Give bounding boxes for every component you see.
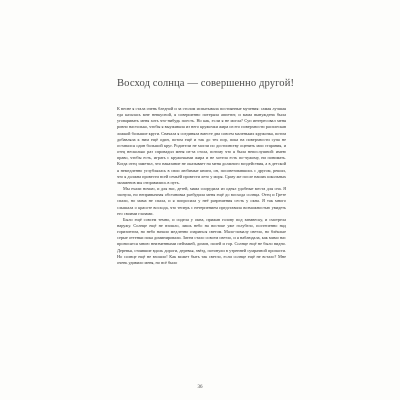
chapter-title: Восход солнца — совершенно другой! (117, 78, 295, 89)
paragraph: Было ещё совсем темно, и сидела у окна, прижав голову под занавеску, и смотрела наружу. Солнце ещё не взошло, лишь небо на востоке уже голубело, постепенно над горизонтом, но небо начало медленно озаряться светом. Мало-помалу светло, но блёклые серые оттенки пока доминировали. Затем стало совсем светло, и я наблюдала, как мимо нас проносятся мною неизменными пейзажей, домов, полей и гор. Солнце ещё не было видно. Деревья, стоявшие вдоль дороги, деревья, звёзд, потонули в утренней сумрачной пропасти. Но солнце ещё не взошло! Как может быть так светло, если солнце ещё не встало? Мне очень удивило меня, но всё было (117, 216, 286, 265)
body-text (117, 106, 286, 266)
paragraph: К весне я стала очень бледной и за столом испытывала постоянные мучения: самая лучшая еда казалась мне невкусной, я совершенно потеряла аппетит, и мама вынуждена была уговаривать меня хоть что-нибудь поесть. Но как, если я не могла? Суп интересовал меня ровно настолько, чтобы я выуживала из него кружочки жира из его поверхности расплескав ложкой большие круги. Сначала я соединяла вместе два совсем маленьких кружочка, потом добавляла к ним ещё один, потом ещё и так до тех пор, пока на поверхности супа не оставался один большой круг. Родители не могли по достоинству оценить мои старания, и отец несколько раз спровадил меня из-за стола, потому что я была непослушной: имею право, чтобы есть, играть с кружочками жира и не хотела есть по-чужому, ни понимать. Когда отец заметил, что наказание не оказывает на меня должного воздействия, а в детской я немедленно углублялась в свои любимые книги, он, посоветовавшись с другом, решил, что я должна провести всей семьёй провести лето у моря. Сразу же после наших школьных экзаменов мы отправились в путь. (117, 106, 286, 185)
page-number: 36 (197, 385, 203, 390)
paragraph: Мы ехали ночью, и для нас, детей, мама соорудила из одеял удобные места для сна. Я заснула, но непривычная обстановка разбудила меня ещё до восхода солнца. Отец и Грете спали, но мама не спала, и я попросила у неё разрешения сесть у окна. Я так много слышала о красоте восхода, что теперь с нетерпением представила возможностью увидеть его своими глазами. (117, 186, 286, 216)
